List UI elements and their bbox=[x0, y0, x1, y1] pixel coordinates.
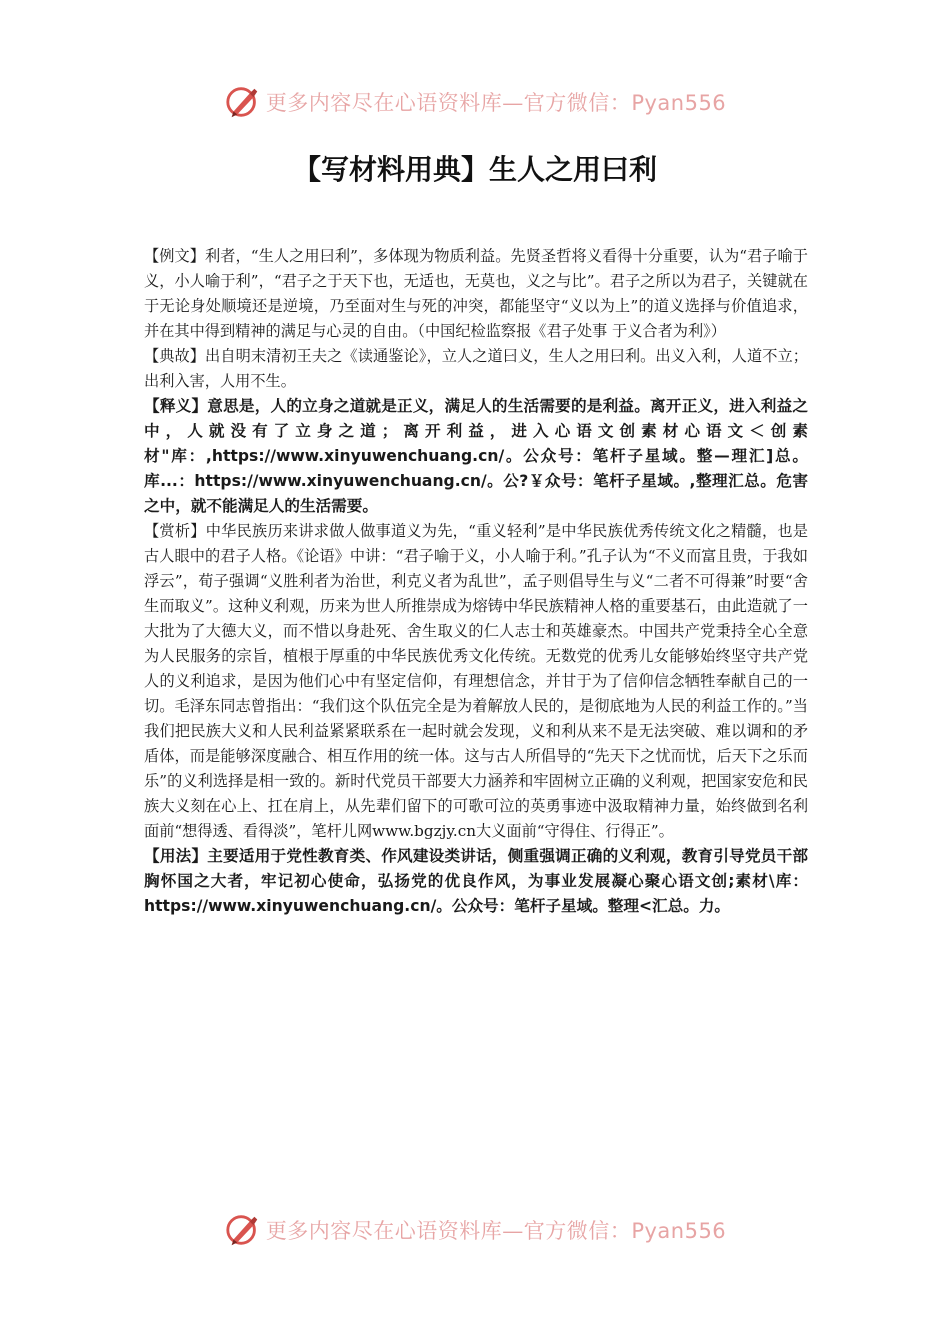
header-banner bbox=[0, 80, 950, 124]
banner-text: 更多内容尽在心语资料库—官方微信：Pyan556 bbox=[265, 91, 727, 115]
paragraph-appreciation: 【赏析】中华民族历来讲求做人做事道义为先，“重义轻利”是中华民族优秀传统文化之精髓，也是古人眼中的君子人格。《论语》中讲：“君子喻于义，小人喻于利。”孔子认为“不义而富且贵，于我如浮云”，荀子强调“义胜利者为治世，利克义者为乱世”，孟子则倡导生与义“二者不可得兼”时要“舍生而取义”。这种义利观，历来为世人所推崇成为熔铸中华民族精神人格的重要基石，由此造就了一大批为了大德大义，而不惜以身赴死、舍生取义的仁人志士和英雄豪杰。中国共产党秉持全心全意为人民服务的宗旨，植根于厚重的中华民族优秀文化传统。无数党的优秀儿女能够始终坚守共产党人的义利追求，是因为他们心中有坚定信仰，有理想信念，并甘于为了信仰信念牺牲奉献自己的一切。毛泽东同志曾指出：“我们这个队伍完全是为着解放人民的，是彻底地为人民的利益工作的。”当我们把民族大义和人民利益紧紧联系在一起时就会发现，义和利从来不是无法突破、难以调和的矛盾体，而是能够深度融合、相互作用的统一体。这与古人所倡导的“先天下之忧而忧，后天下之乐而乐”的义利选择是相一致的。新时代党员干部要大力涵养和牢固树立正确的义利观，把国家安危和民族大义刻在心上、扛在肩上，从先辈们留下的可歌可泣的英勇事迹中汲取精神力量，始终做到名利面前“想得透、看得淡”，笔杆儿网www.bgzjy.cn大义面前“守得住、行得正”。 bbox=[144, 522, 808, 840]
page-title: 【写材料用典】生人之用曰利 bbox=[292, 153, 657, 186]
paragraph-example: 【例文】利者，“生人之用曰利”，多体现为物质利益。先贤圣哲将义看得十分重要，认为“君子喻于义，小人喻于利”，“君子之于天下也，无适也，无莫也，义之与比”。君子之所以为君子，关键就在于无论身处顺境还是逆境，乃至面对生与死的冲突，都能坚守“义以为上”的道义选择与价值追求，并在其中得到精神的满足与心灵的自由。（中国纪检监察报《君子处事 于义合者为利》） bbox=[144, 247, 808, 340]
paragraph-meaning: 【释义】意思是，人的立身之道就是正义，满足人的生活需要的是利益。离开正义，进入利益之中，人就没有了立身之道；离开利益，进入心语文创素材心语文＜创素材"库：,https://www.xinyuwenchuang.cn/。公众号：笔杆子星域。整—理汇]总。库...：https://www.xinyuwenchuang.cn/。公?￥众号：笔杆子星域。,整理汇总。危害之中，就不能满足人的生活需要。 bbox=[144, 397, 808, 515]
pen-logo-icon bbox=[224, 1211, 262, 1249]
pen-logo-icon bbox=[224, 83, 262, 121]
paragraph-allusion: 【典故】出自明末清初王夫之《读通鉴论》，立人之道曰义，生人之用曰利。出义入利，人道不立；出利入害，人用不生。 bbox=[144, 347, 808, 390]
article-body bbox=[144, 244, 808, 919]
banner-text: 更多内容尽在心语资料库—官方微信：Pyan556 bbox=[265, 1219, 727, 1243]
footer-banner bbox=[0, 1208, 950, 1252]
paragraph-usage: 【用法】主要适用于党性教育类、作风建设类讲话，侧重强调正确的义利观，教育引导党员干部胸怀国之大者，牢记初心使命，弘扬党的优良作风，为事业发展凝心聚心语文创;素材\库：https://www.xinyuwenchuang.cn/。公众号：笔杆子星域。整理<汇总。力。 bbox=[144, 847, 808, 915]
